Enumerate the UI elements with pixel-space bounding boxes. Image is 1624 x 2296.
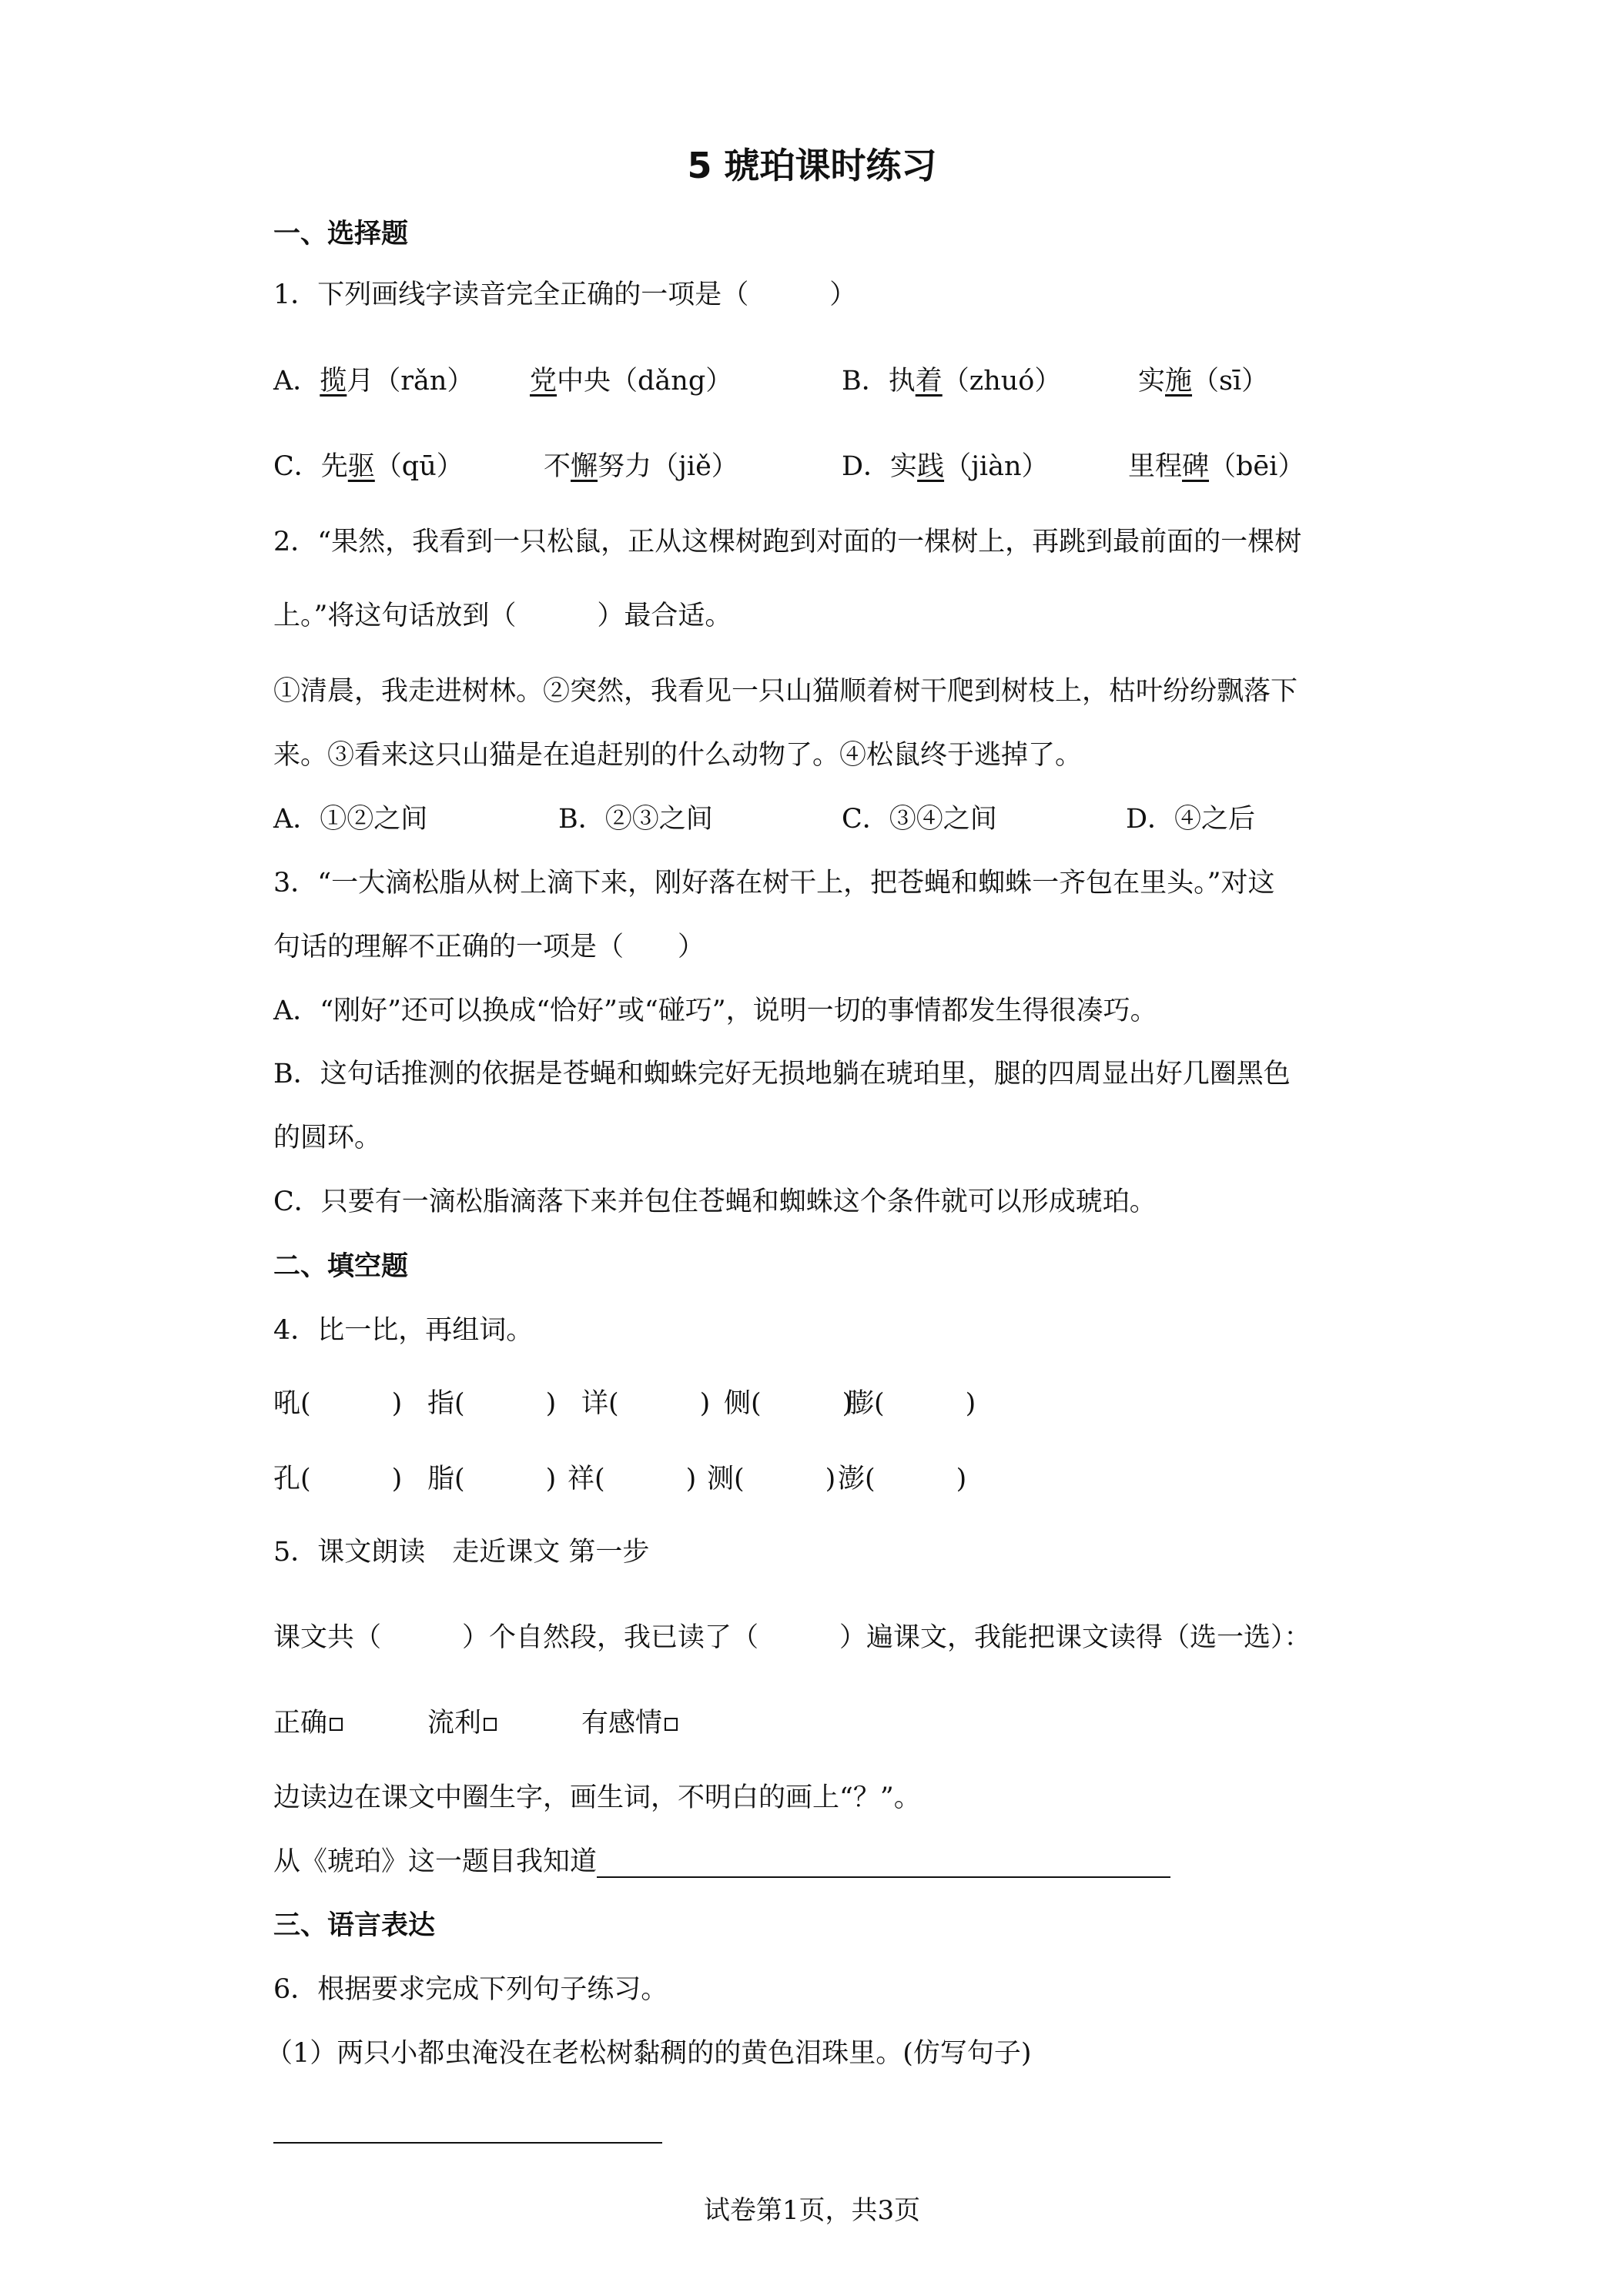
underlined-char: 揽	[320, 366, 347, 397]
q6-answer-line[interactable]	[273, 2111, 662, 2144]
question-5-stem: 5．课文朗读 走近课文 第一步	[273, 1537, 650, 1568]
page-title: 5 琥珀课时练习	[687, 145, 937, 186]
option-label: A．	[273, 366, 320, 397]
page-footer: 试卷第1页，共3页	[703, 2195, 921, 2226]
q1-option-b2: 实施（sī）	[1138, 366, 1269, 397]
question-1-stem: 1．下列画线字读音完全正确的一项是（ ）	[273, 279, 857, 310]
checkbox-fluent[interactable]	[484, 1718, 497, 1731]
question-6-sub-1: （1）两只小都虫淹没在老松树黏稠的的黄色泪珠里。(仿写句子)	[266, 2038, 1032, 2069]
checkbox-correct[interactable]	[330, 1718, 343, 1731]
q4-pair-5-bottom: 澎( )	[838, 1464, 967, 1494]
underlined-char: 党	[530, 366, 558, 397]
q4-pair-2-top: 指( )	[427, 1388, 557, 1419]
q2-option-d: D．④之后	[1126, 804, 1256, 835]
section-heading-expression: 三、语言表达	[273, 1910, 436, 1941]
underlined-char: 施	[1165, 366, 1193, 397]
q4-pair-3-bottom: 祥( )	[568, 1464, 697, 1494]
question-3-line-1: 3．“一大滴松脂从树上滴下来，刚好落在树干上，把苍蝇和蜘蛛一齐包在里头。”对这	[273, 868, 1275, 899]
q2-option-a: A．①②之间	[273, 804, 428, 835]
q1-option-d1: D．实践（jiàn）	[842, 451, 1049, 482]
question-4-stem: 4．比一比，再组词。	[273, 1315, 534, 1346]
q1-option-a1: A．揽月（rǎn）	[273, 366, 474, 397]
question-3-line-2: 句话的理解不正确的一项是（ ）	[273, 932, 705, 962]
q4-pair-4-top: 侧( )	[724, 1388, 853, 1419]
q3-option-a: A．“刚好”还可以换成“恰好”或“碰巧”，说明一切的事情都发生得很凑巧。	[273, 996, 1157, 1026]
q4-pair-1-top: 吼( )	[273, 1388, 403, 1419]
question-5-line-3: 边读边在课文中圈生字，画生词，不明白的画上“？”。	[273, 1782, 921, 1813]
answer-blank[interactable]	[273, 2119, 662, 2144]
q3-option-b-line-1: B．这句话推测的依据是苍蝇和蜘蛛完好无损地躺在琥珀里，腿的四周显出好几圈黑色	[273, 1059, 1291, 1089]
answer-blank[interactable]	[597, 1852, 1170, 1878]
underlined-char: 着	[915, 366, 943, 397]
q4-pair-3-top: 详( )	[581, 1388, 711, 1419]
q4-pair-5-top: 膨( )	[847, 1388, 976, 1419]
q1-option-a2: 党中央（dǎng）	[530, 366, 733, 397]
q4-pair-1-bottom: 孔( )	[273, 1464, 403, 1494]
underlined-char: 驱	[347, 451, 375, 482]
underlined-char: 碑	[1182, 451, 1210, 482]
question-2-passage-1: ①清晨，我走进树林。②突然，我看见一只山猫顺着树干爬到树枝上，枯叶纷纷飘落下	[273, 676, 1298, 707]
q3-option-c: C．只要有一滴松脂滴落下来并包住苍蝇和蜘蛛这个条件就可以形成琥珀。	[273, 1186, 1157, 1217]
question-5-line-4: 从《琥珀》这一题目我知道	[273, 1846, 1170, 1878]
question-2-line-1: 2．“果然，我看到一只松鼠，正从这棵树跑到对面的一棵树上，再跳到最前面的一棵树	[273, 527, 1302, 557]
q5-option-correct: 正确	[273, 1707, 343, 1739]
underlined-char: 懈	[571, 451, 598, 482]
q3-option-b-line-2: 的圆环。	[273, 1123, 382, 1153]
q2-option-c: C．③④之间	[842, 804, 997, 835]
q2-option-b: B．②③之间	[558, 804, 713, 835]
q5-option-fluent: 流利	[427, 1707, 497, 1739]
section-heading-fill: 二、填空题	[273, 1251, 409, 1282]
q1-option-b1: B．执着（zhuó）	[842, 366, 1062, 397]
question-2-passage-2: 来。③看来这只山猫是在追赶别的什么动物了。④松鼠终于逃掉了。	[273, 740, 1083, 771]
question-2-line-2: 上。”将这句话放到（ ）最合适。	[273, 601, 732, 631]
q5-option-emotion: 有感情	[581, 1707, 678, 1739]
q1-option-c2: 不懈努力（jiě）	[544, 451, 738, 482]
checkbox-emotion[interactable]	[665, 1718, 678, 1731]
q1-option-d2: 里程碑（bēi）	[1128, 451, 1305, 482]
q4-pair-4-bottom: 测( )	[707, 1464, 836, 1494]
question-6-stem: 6．根据要求完成下列句子练习。	[273, 1974, 668, 2005]
q4-pair-2-bottom: 脂( )	[427, 1464, 557, 1494]
section-heading-choice: 一、选择题	[273, 219, 409, 249]
q1-option-c1: C．先驱（qū）	[273, 451, 464, 482]
underlined-char: 践	[917, 451, 945, 482]
question-5-line-1: 课文共（ ）个自然段，我已读了（ ）遍课文，我能把课文读得（选一选）：	[273, 1622, 1311, 1653]
